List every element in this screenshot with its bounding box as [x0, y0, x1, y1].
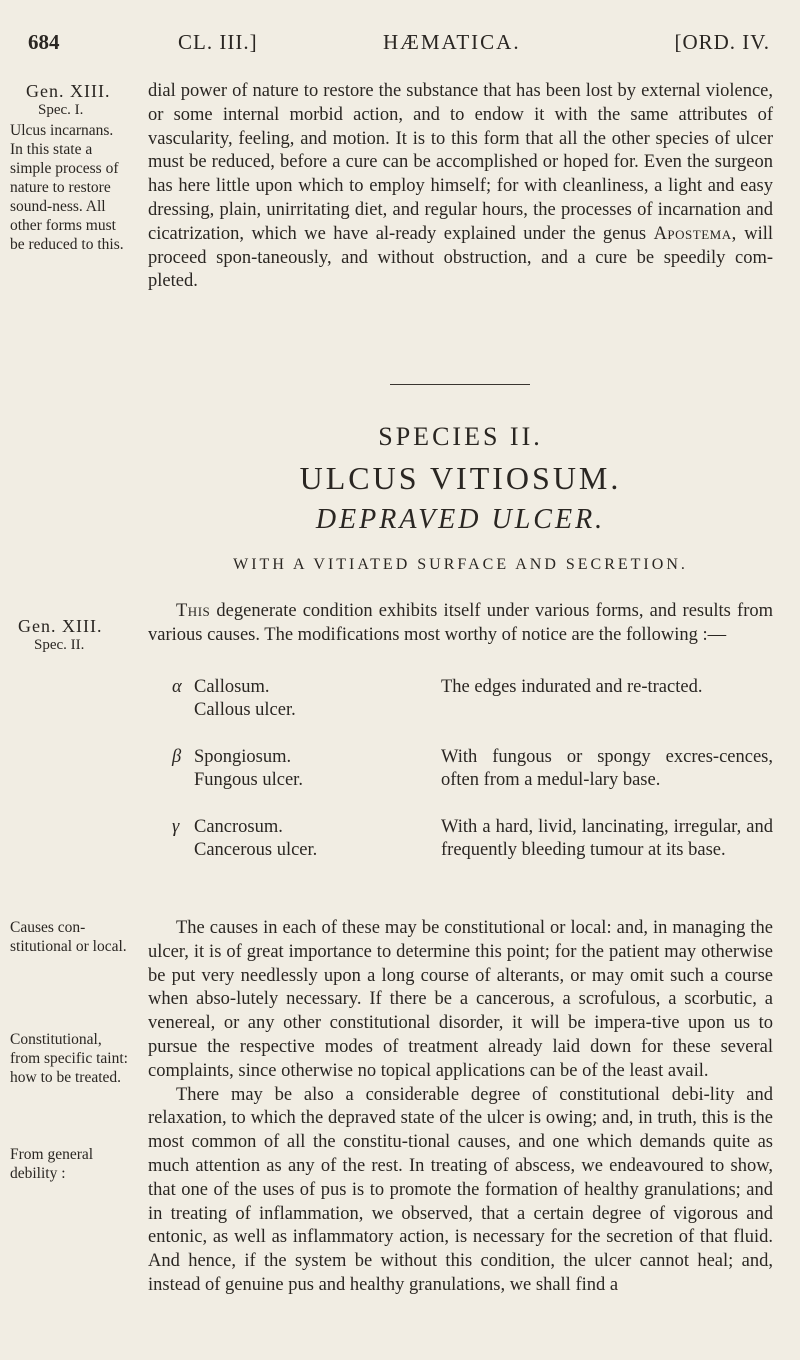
margin-note-text: Ulcus incarnans. In this state a simple process of nature to restore sound-ness. All other forms must be reduced to this.: [10, 122, 124, 253]
paragraph-intro: [148, 600, 773, 648]
genus-name: Apostema,: [653, 223, 737, 244]
paragraph-text: The causes in each of these may be constitutional or local: and, in managing the ulcer, it is of great importance to determine this point; for the patient may otherwise be put very needlessly upon a long course of alterants, or may omit such a course when abso-lutely necessary. If there be a cancerous, a scrofulous, a scorbutic, a venereal, or any other constitutional disorder, it will be impera-tive upon us to pursue the respective modes of treatment already laid down for these several complaints, since otherwise no topical applications can be of the least avail.: [148, 918, 773, 1081]
greek-letter: α: [172, 677, 182, 697]
margin-note-genus: Gen. XIII.: [26, 81, 111, 101]
page-number: 684: [28, 30, 60, 54]
forms-list: [148, 676, 773, 908]
drop-word: This: [176, 601, 211, 621]
list-item: [148, 746, 773, 816]
running-title: HÆMATICA.: [383, 30, 521, 54]
species-subtitle: WITH A VITIATED SURFACE AND SECRETION.: [233, 556, 688, 573]
form-description: The edges indurated and re-tracted.: [441, 677, 703, 697]
margin-note-genus-1: [10, 82, 130, 254]
species-latin-name: ULCUS VITIOSUM.: [299, 460, 622, 496]
paragraph-causes: [148, 917, 773, 1298]
form-latin: Cancrosum.: [194, 817, 283, 837]
margin-note-genus: Gen. XIII.: [18, 616, 103, 636]
form-english: Callous ulcer.: [194, 700, 296, 720]
form-description: With fungous or spongy excres-cences, often from a medul-lary base.: [441, 747, 773, 790]
greek-letter: γ: [172, 817, 180, 837]
margin-note-debility: From general debility :: [10, 1146, 94, 1182]
margin-note-species: Spec. I.: [38, 102, 84, 118]
species-heading: SPECIES II.: [378, 422, 543, 451]
greek-letter: β: [172, 747, 182, 767]
form-description: With a hard, livid, lancinating, irregular, and frequently bleeding tumour at its base.: [441, 817, 773, 860]
section-divider: [390, 384, 530, 385]
form-latin: Spongiosum.: [194, 747, 292, 767]
running-header: [28, 30, 770, 58]
paragraph-continuation: [148, 80, 773, 294]
paragraph-text: dial power of nature to restore the substance that has been lost by external violence, or some internal morbid action, and to endow it with the same attributes of vascularity, feeling, and motion. It is to this form that all the other species of ulcer must be reduced, before a cure can be accomplished or hoped for. Even the surgeon has here little upon which to employ himself; for with cleanliness, a light and easy dressing, plain, unirritating diet, and regular hours, the processes of incarnation and cicatrization, which we have al-ready explained under the genus: [148, 81, 773, 244]
form-latin: Callosum.: [194, 677, 270, 697]
list-item: [148, 676, 773, 746]
paragraph-text-end: will proceed spon-taneously, and without obstruction, and a cure be speedily com-pleted.: [148, 223, 774, 292]
form-english: Fungous ulcer.: [194, 770, 303, 790]
margin-note-species: Spec. II.: [34, 637, 85, 653]
class-label: CL. III.]: [178, 30, 258, 54]
species-english-name: DEPRAVED ULCER.: [315, 504, 606, 535]
form-english: Cancerous ulcer.: [194, 840, 318, 860]
list-item: [148, 816, 773, 908]
margin-note-genus-2: [10, 617, 130, 656]
margin-note-causes: Causes con-stitutional or local.: [10, 919, 127, 955]
paragraph-text: degenerate condition exhibits itself under various forms, and results from various causes. The modifications most worthy of notice are the following :—: [148, 601, 773, 645]
paragraph-text: There may be also a considerable degree of constitutional debi-lity and relaxation, to which the depraved state of the ulcer is owing; and, in truth, this is the most common of all the constitu-tional causes, and one which demands quite as much attention as any of the rest. In treating of abscess, we endeavoured to show, that one of the uses of pus is to promote the formation of healthy granulations; and in treating of inflammation, we observed, that a certain degree of vigorous and entonic, as well as inflammatory action, is necessary for the secretion of that fluid. And hence, if the system be without this condition, the ulcer cannot heal; and, instead of genuine pus and healthy granulations, we shall find a: [148, 1084, 773, 1295]
margin-note-constitutional: Constitutional, from specific taint: how to be treated.: [10, 1031, 128, 1086]
order-label: [ORD. IV.: [674, 30, 770, 54]
